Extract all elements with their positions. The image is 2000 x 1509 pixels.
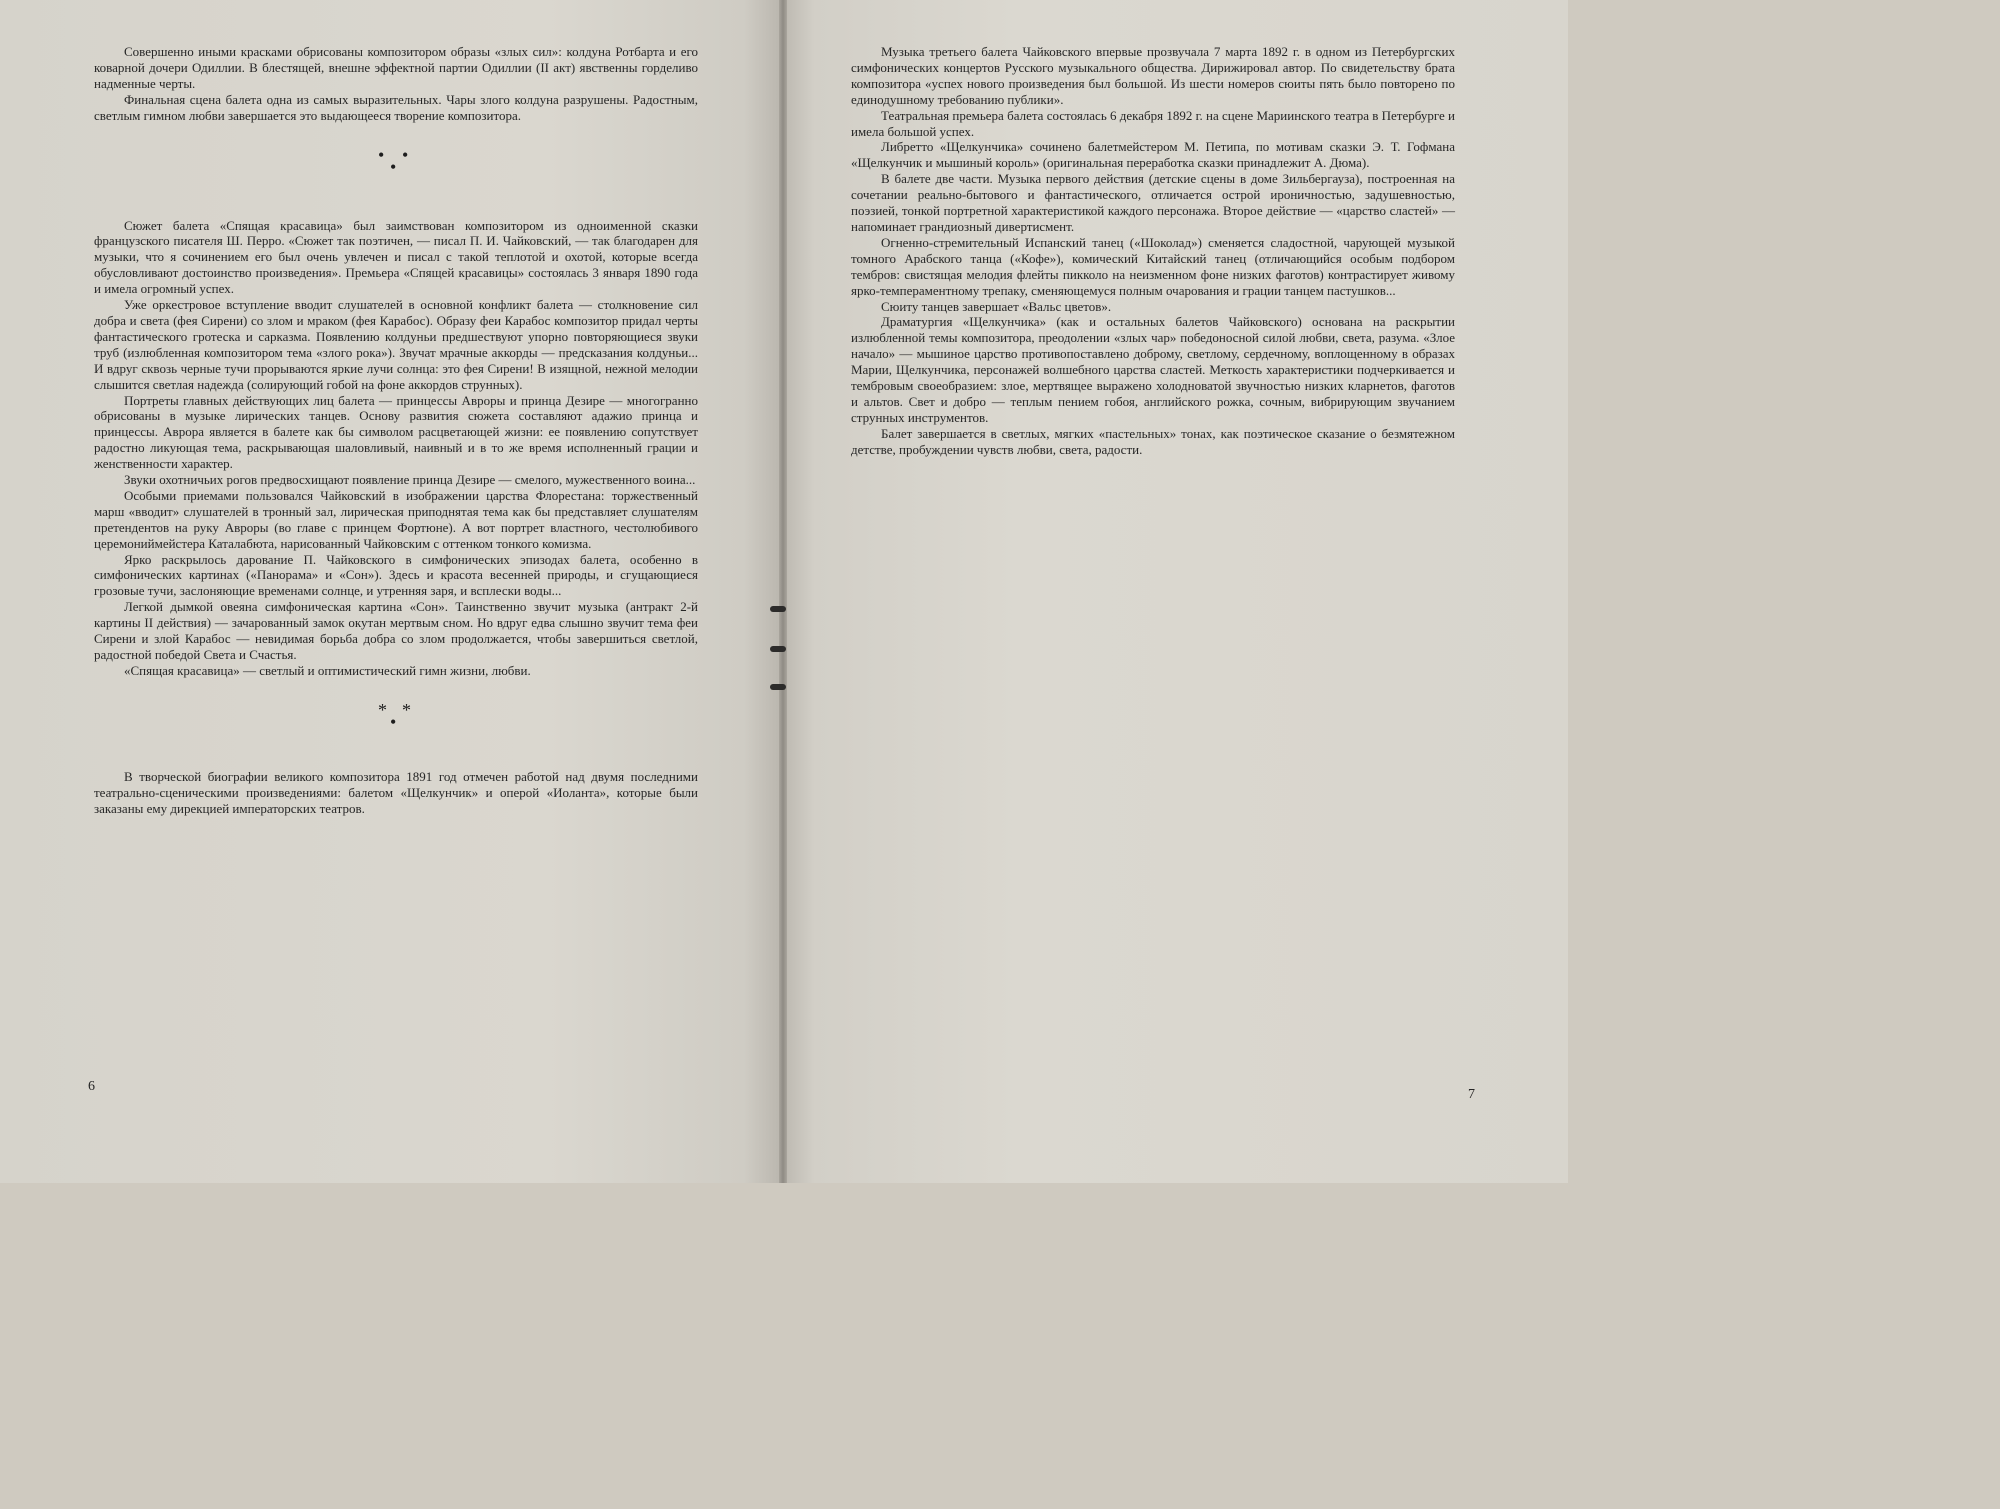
paragraph: Либретто «Щелкунчика» сочинено балетмейстером М. Петипа, по мотивам сказки Э. Т. Гофмана «Щелкунчик и мышиный король» (оригинальная переработка сказки принадлежит А. Дюма). xyxy=(851,139,1455,171)
left-page xyxy=(0,0,783,1183)
right-page xyxy=(783,0,1568,1183)
paragraph: Уже оркестровое вступление вводит слушателей в основной конфликт балета — столкновение сил добра и света (фея Сирени) со злом и мраком (фея Карабос). Образу феи Карабос композитор придал черты фантастического гротеска и сарказма. Появлению колдуньи предшествуют упорно повторяющиеся звуки труб (излюбленная композитором тема «злого рока»). Звучат мрачные аккорды — предсказания колдуньи... И вдруг сквозь черные тучи прорываются яркие лучи солнца: это фея Сирени! В изящной, нежной мелодии слышится светлая надежда (солирующий гобой на фоне аккордов струнных). xyxy=(94,297,698,392)
page-number: 6 xyxy=(88,1079,95,1094)
book-gutter xyxy=(779,0,787,1183)
separator-dot: • xyxy=(390,156,397,177)
paragraph: Легкой дымкой овеяна симфоническая картина «Сон». Таинственно звучит музыка (антракт 2-й картины II действия) — зачарованный замок окутан мертвым сном. Но вдруг едва слышно звучит тема феи Сирени и злой Карабос — невидимая борьба добра со злом продолжается, чтобы завершиться светлой, радостной победой Света и Счастья. xyxy=(94,599,698,662)
paragraph: Сюиту танцев завершает «Вальс цветов». xyxy=(881,298,1112,314)
left-page-text-column xyxy=(94,44,698,817)
paragraph: «Спящая красавица» — светлый и оптимистический гимн жизни, любви. xyxy=(124,662,531,678)
paragraph: Совершенно иными красками обрисованы композитором образы «злых сил»: колдуна Ротбарта и его коварной дочери Одиллии. В блестящей, внешне эффектной партии Одиллии (II акт) явственны горделиво надменные черты. xyxy=(94,44,698,91)
paragraph: Звуки охотничьих рогов предвосхищают появление принца Дезире — смелого, мужественного воина... xyxy=(124,472,696,488)
paragraph: Портреты главных действующих лиц балета — принцессы Авроры и принца Дезире — многогранно обрисованы в музыке лирических танцев. Основу развития сюжета составляют адажио принца и принцессы. Аврора является в балете как бы символом расцветающей жизни: ее появлению сопутствует радостно ликующая тема, раскрывающая шаловливый, наивный и в то же время исполненный грации и женственности характер. xyxy=(94,392,698,472)
paragraph: Сюжет балета «Спящая красавица» был заимствован композитором из одноименной сказки французского писателя Ш. Перро. «Сюжет так поэтичен, — писал П. И. Чайковский, — так благодарен для музыки, что я сочинением его был очень увлечен и писал с такой теплотой и охотой, которые всегда обусловливают достоинство произведения». Премьера «Спящей красавицы» состоялась 3 января 1890 года и имела огромный успех. xyxy=(94,217,698,297)
separator-dot: • xyxy=(390,711,397,732)
section-separator-asterism xyxy=(366,144,426,177)
paragraph: Балет завершается в светлых, мягких «пастельных» тонах, как поэтическое сказание о безмятежном детстве, пробуждении чувств любви, света, радости. xyxy=(851,425,1455,457)
page-number: 7 xyxy=(1468,1087,1475,1102)
paragraph: В балете две части. Музыка первого действия (детские сцены в доме Зильбергауза), построенная на сочетании реально-бытового и фантастического, отличается острой ироничностью, задушевностью, поэзией, тонкой портретной характеристикой каждого персонажа. Второе действие — «царство сластей» — напоминает грандиозный дивертисмент. xyxy=(851,171,1455,234)
section-separator-asterism xyxy=(366,699,426,732)
paragraph: Ярко раскрылось дарование П. Чайковского в симфонических эпизодах балета, особенно в симфонических картинах («Панорама» и «Сон»). Здесь и красота весенней природы, и сгущающиеся грозовые тучи, заслоняющие временами солнце, и утренняя заря, и всплески воды... xyxy=(94,551,698,599)
separator-dot: • xyxy=(378,144,385,165)
binding-stitch xyxy=(770,684,786,690)
paragraph: Театральная премьера балета состоялась 6 декабря 1892 г. на сцене Мариинского театра в Петербурге и имела большой успех. xyxy=(851,107,1455,139)
binding-stitch xyxy=(770,646,786,652)
paragraph: Музыка третьего балета Чайковского впервые прозвучала 7 марта 1892 г. в одном из Петербургских симфонических концертов Русского музыкального общества. Дирижировал автор. По свидетельству брата композитора «успех нового произведения был большой. Из шести номеров сюиты пять было повторено по единодушному требованию публики». xyxy=(851,44,1455,107)
paragraph: Огненно-стремительный Испанский танец («Шоколад») сменяется сладостной, чарующей музыкой томного Арабского танца («Кофе»), комический Китайский танец (отличающийся особым подбором тембров: свистящая мелодия флейты пикколо на неизменном фоне низких фаготов) контрастирует живому ярко-темпераментному трепаку, сменяющемуся полным очарования и грации танцем пастушков... xyxy=(851,234,1455,298)
paragraph: Финальная сцена балета одна из самых выразительных. Чары злого колдуна разрушены. Радостным, светлым гимном любви завершается это выдающееся творение композитора. xyxy=(94,91,698,123)
paragraph: Драматургия «Щелкунчика» (как и остальных балетов Чайковского) основана на раскрытии излюбленной темы композитора, преодолении «злых чар» победоносной силой любви, света, разума. «Злое начало» — мышиное царство противопоставлено доброму, светлому, сердечному, воплощенному в образах Марии, Щелкунчика, персонажей волшебного царства сластей. Меткость характеристики подчеркивается и тембровым своеобразием: злое, мертвящее выражено холодноватой звучностью низких кларнетов, фаготов и альтов. Свет и добро — теплым пением гобоя, английского рожка, сочным, вибрирующим звучанием струнных инструментов. xyxy=(851,314,1455,425)
binding-stitch xyxy=(770,606,786,612)
right-page-text-column xyxy=(851,44,1455,458)
paragraph: Особыми приемами пользовался Чайковский в изображении царства Флорестана: торжественный марш «вводит» слушателей в тронный зал, лирическая приподнятая тема как бы представляет слушателям претендентов на руку Авроры (во главе с принцем Фортюне). А вот портрет властного, честолюбивого церемониймейстера Каталабюта, нарисованный Чайковским с оттенком тонкого комизма. xyxy=(94,487,698,551)
separator-dot: * xyxy=(402,699,411,720)
separator-dot: * xyxy=(378,699,387,720)
separator-dot: • xyxy=(402,144,409,165)
paragraph: В творческой биографии великого композитора 1891 год отмечен работой над двумя последними театрально-сценическими произведениями: балетом «Щелкунчик» и оперой «Иоланта», которые были заказаны ему дирекцией императорских театров. xyxy=(94,768,698,816)
